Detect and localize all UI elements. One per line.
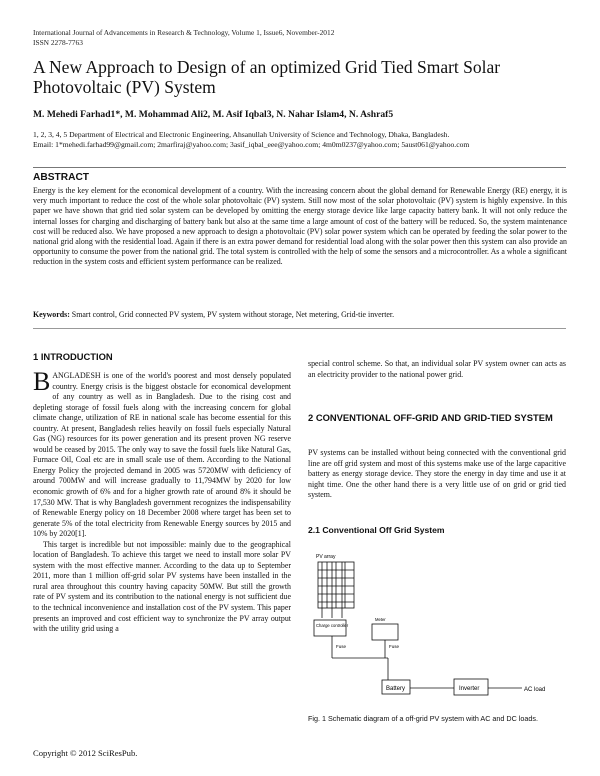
authors: M. Mehedi Farhad1*, M. Mohammad Ali2, M. Asif Iqbal3, N. Nahar Islam4, N. Ashraf5 [33,109,394,120]
journal-name: International Journal of Advancements in Research & Technology, Volume 1, Issue6, November-2012 [33,28,335,37]
dropcap: B [33,367,51,396]
section-1-heading: 1 INTRODUCTION [33,351,113,362]
intro-paragraph-1 [33,367,291,540]
battery [382,680,410,694]
abstract-text: Energy is the key element for the economical development of a country. With the increasing concern about the global demand for Renewable Energy (RE) energy, it is very much important to reduce the cost of the whole solar photovoltaic (PV) system. Still now most of the solar photovoltaic (PV) system is highly expensive. In this paper we have shown that grid tied solar system can be developed by omitting the energy storage device like large capacity battery bank. It will not only reduce the internal losses for charging and discharging of battery bank but also at the same time a large amount of cost of the battery will be reduced. So, the system maintenance cost will be reduced also. We have proposed a new approach to design a photovoltaic (PV) solar power system which can be operated by feeding the solar power to the national grid along with the residential load. Again if there is an extra power demand for residential load along with the solar power then this system can also provide an opportunity to consume the power from the national grid. The total system is controlled with the help of some the sensors and a microcontroller. As a whole a significant reduction in the system costs and efficient system performance can be realized. [33,186,567,267]
paper-title: A New Approach to Design of an optimized Grid Tied Smart Solar Photovoltaic (PV) System [33,57,501,97]
affiliation: 1, 2, 3, 4, 5 Department of Electrical and Electronic Engineering, Ahsanullah University of Science and Technology, Dhaka, Bangladesh. [33,130,450,139]
keywords [33,310,567,320]
meter-label: Meter [375,617,386,622]
keywords-text: Smart control, Grid connected PV system, PV system without storage, Net metering, Grid-tie inverter. [69,310,395,319]
pv-array [318,562,354,618]
charge-controller-label: Charge controller [316,623,349,628]
inverter-label: Inverter [459,686,480,692]
divider [33,328,566,329]
fuse-label-1: Fuse [336,644,347,649]
left-column [33,367,291,635]
figure-caption: Fig. 1 Schematic diagram of a off-grid PV system with AC and DC loads. [308,714,538,723]
battery-label: Battery [386,686,406,692]
keywords-label: Keywords: [33,310,70,319]
section-2-paragraph: PV systems can be installed without being connected with the conventional grid line are off grid system and most of this systems make use of the large capacitive battery as energy storage device. They store the energy in day time and use it at night time. One the other hand there is a very little use of on grid or grid tied system. [308,448,566,500]
emails: Email: 1*mehedi.farhad99@gmail.com; 2marfiraj@yahoo.com; 3asif_iqbal_eee@yahoo.com; 4m0m0237@yahoo.com; 5aust061@yahoo.com [33,140,470,149]
pv-array-label: PV array [316,554,336,560]
copyright-footer: Copyright © 2012 SciResPub. [33,748,138,758]
journal-header [33,28,334,48]
section-2-heading: 2 CONVENTIONAL OFF-GRID AND GRID-TIED SYSTEM [308,412,553,423]
meter [372,617,398,640]
wiring [332,636,522,688]
subsection-heading: 2.1 Conventional Off Grid System [308,525,445,535]
fuse-label-2: Fuse [389,644,400,649]
charge-controller [314,620,349,636]
issn: ISSN 2278-7763 [33,38,83,47]
inverter [454,679,488,695]
intro-continued: special control scheme. So that, an individual solar PV system owner can acts as an electricity provider to the national power grid. [308,359,566,379]
abstract-heading: ABSTRACT [33,172,90,183]
intro-text-1: ANGLADESH is one of the world's poorest and most densely populated country. Energy crisis is the biggest obstacle for economical development of any country as well as in Bangladesh. Due to the rising cost and depleting storage of fossil fuels along with the increasing concern for global climate change, utilization of RE in national scale has become essential for this country. At present, Bangladesh relies heavily on fossil fuels especially Natural Gas (NG) resources for its power generation and its present proven NG reserve would be ceased by 2015. The only way to save the fossil fuels like Natural Gas, Furnace Oil, Coal etc are in small scale use of them. According to the National Energy Policy the projected demand in 2005 was 5720MW with deficiency of around 700MW and will increase gradually to 11,794MW by 2020 for low economic growth of 6% and for a higher growth rate of around 8% it should be 17,530 MW. That is why Bangladesh government recognizes the indispensability of Renewable Energy policy on 18 December 2008 where target has been set to generate 5% of the total electricity from Renewable Energy sources by 2015 and 10% by 2020[1]. [33,371,291,539]
affiliation-block [33,130,573,150]
offgrid-schematic-figure [312,548,562,708]
ac-load-label: AC load [524,687,546,693]
intro-paragraph-2: This target is incredible but not impossible: mainly due to the geographical location of Bangladesh. To achieve this target we need to install more solar PV system with the most effective manner. According to the data up to September 2011, more than 1 million off-grid solar PV systems have been installed in the rural area throughout this country having capacity 50MW. But still the growth rate of PV system and its contribution to the national energy is not sufficient due to the technical inconvenience and installation cost of the PV system. This paper presents an improved and cost efficient way to synchronize the PV array output with the utility grid using a [33,539,291,634]
divider [33,167,566,168]
